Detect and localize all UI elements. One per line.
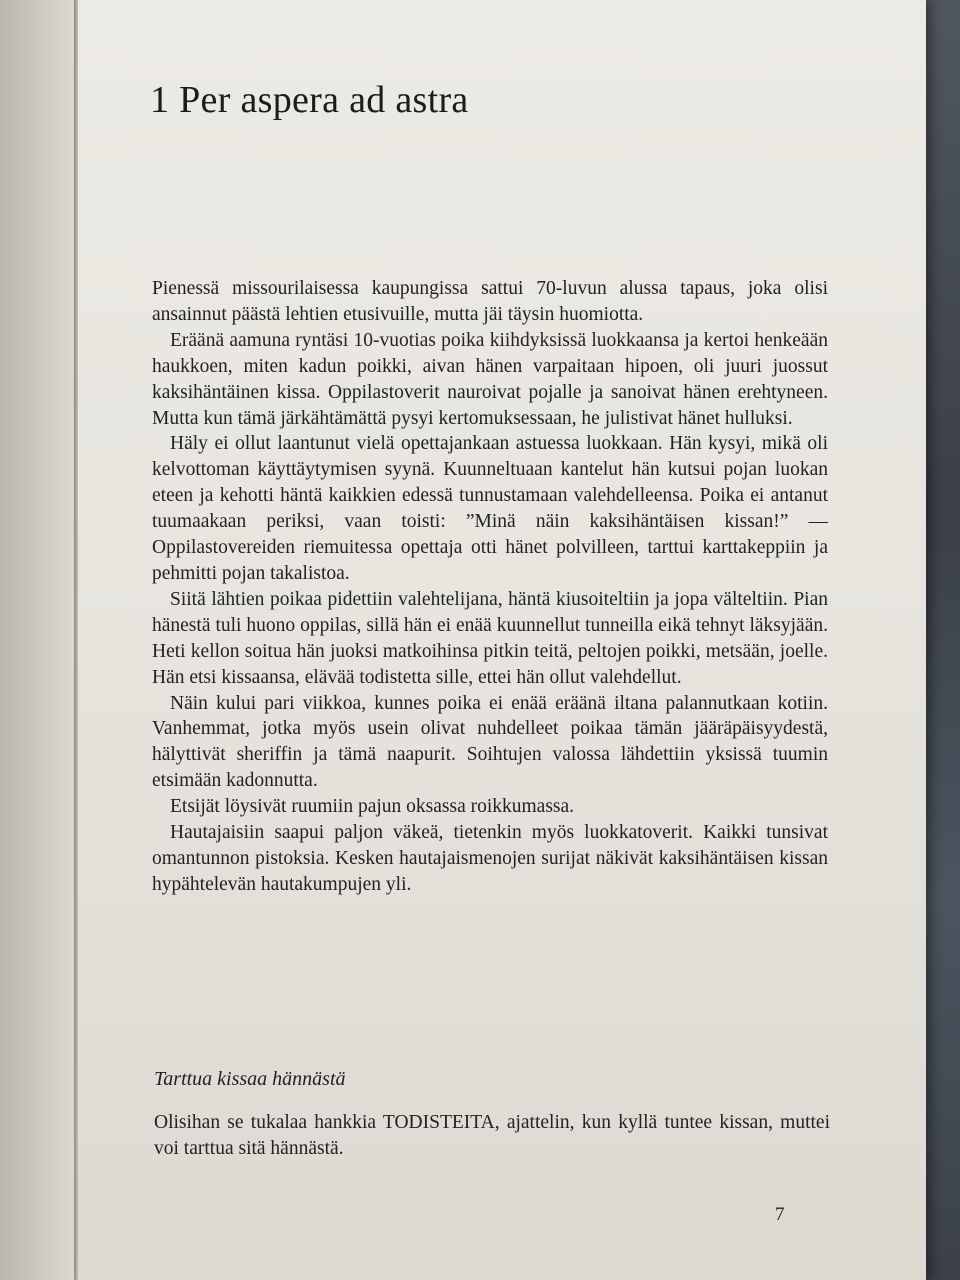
section-heading: Tarttua kissaa hännästä	[154, 1068, 346, 1090]
book-page	[78, 0, 926, 1280]
paragraph: Hautajaisiin saapui paljon väkeä, tietenkin myös luokkatoverit. Kaikki tunsivat omantunnon pistoksia. Kesken hautajaismenojen surijat näkivät kaksihäntäisen kissan hypähtelevän hautakumpujen yli.	[152, 822, 828, 895]
chapter-body	[152, 276, 828, 898]
paragraph: Siitä lähtien poikaa pidettiin valehtelijana, häntä kiusoiteltiin ja jopa välteltiin. Pian hänestä tuli huono oppilas, sillä hän ei enää kuunnellut tunneilla eikä tehnyt läksyjään. Heti kellon soitua hän juoksi matkoihinsa pitkin teitä, peltojen poikki, metsään, joelle. Hän etsi kissaansa, elävää todistetta sille, ettei hän ollut valehdellut.	[152, 588, 828, 688]
paragraph: Häly ei ollut laantunut vielä opettajankaan astuessa luokkaan. Hän kysyi, mikä oli kelvottoman käyttäytymisen syynä. Kuunneltuaan kantelut hän kutsui pojan luokan eteen ja kehotti häntä kaikkien edessä tunnustamaan valehdelleensa. Poika ei antanut tuumaakaan periksi, vaan toisti: ”Minä näin kaksihäntäisen kissan!” — Oppilastovereiden riemuitessa opettaja otti hänet polvilleen, tarttui karttakeppiin ja pehmitti pojan takalistoa.	[152, 433, 828, 584]
backdrop	[920, 0, 960, 1280]
section-paragraph: Olisihan se tukalaa hankkia TODISTEITA, ajattelin, kun kyllä tuntee kissan, muttei voi tarttua sitä hännästä.	[154, 1112, 830, 1159]
paragraph: Näin kului pari viikkoa, kunnes poika ei enää eräänä iltana palannutkaan kotiin. Vanhemmat, jotka myös usein olivat nuhdelleet poikaa tämän jääräpäisyydestä, hälyttivät sheriffin ja tämä naapurit. Soihtujen valossa lähdettiin yksissä tuumin etsimään kadonnutta.	[152, 692, 828, 792]
paragraph: Etsijät löysivät ruumiin pajun oksassa roikkumassa.	[170, 796, 575, 818]
chapter-title: 1 Per aspera ad astra	[150, 79, 469, 121]
paragraph: Eräänä aamuna ryntäsi 10-vuotias poika kiihdyksissä luokkaansa ja kertoi henkeään haukkoen, miten kadun poikki, aivan hänen varpaitaan hipoen, oli juuri juossut kaksihäntäinen kissa. Oppilastoverit nauroivat pojalle ja sanoivat hänen erehtyneen. Mutta kun tämä järkähtämättä pysyi kertomuksessaan, he julistivat hänet hulluksi.	[152, 329, 828, 429]
paragraph: Pienessä missourilaisessa kaupungissa sattui 70-luvun alussa tapaus, joka olisi ansainnut päästä lehtien etusivuille, mutta jäi täysin huomiotta.	[152, 278, 828, 325]
left-page-edge	[0, 0, 78, 1280]
page-number: 7	[775, 1204, 785, 1225]
